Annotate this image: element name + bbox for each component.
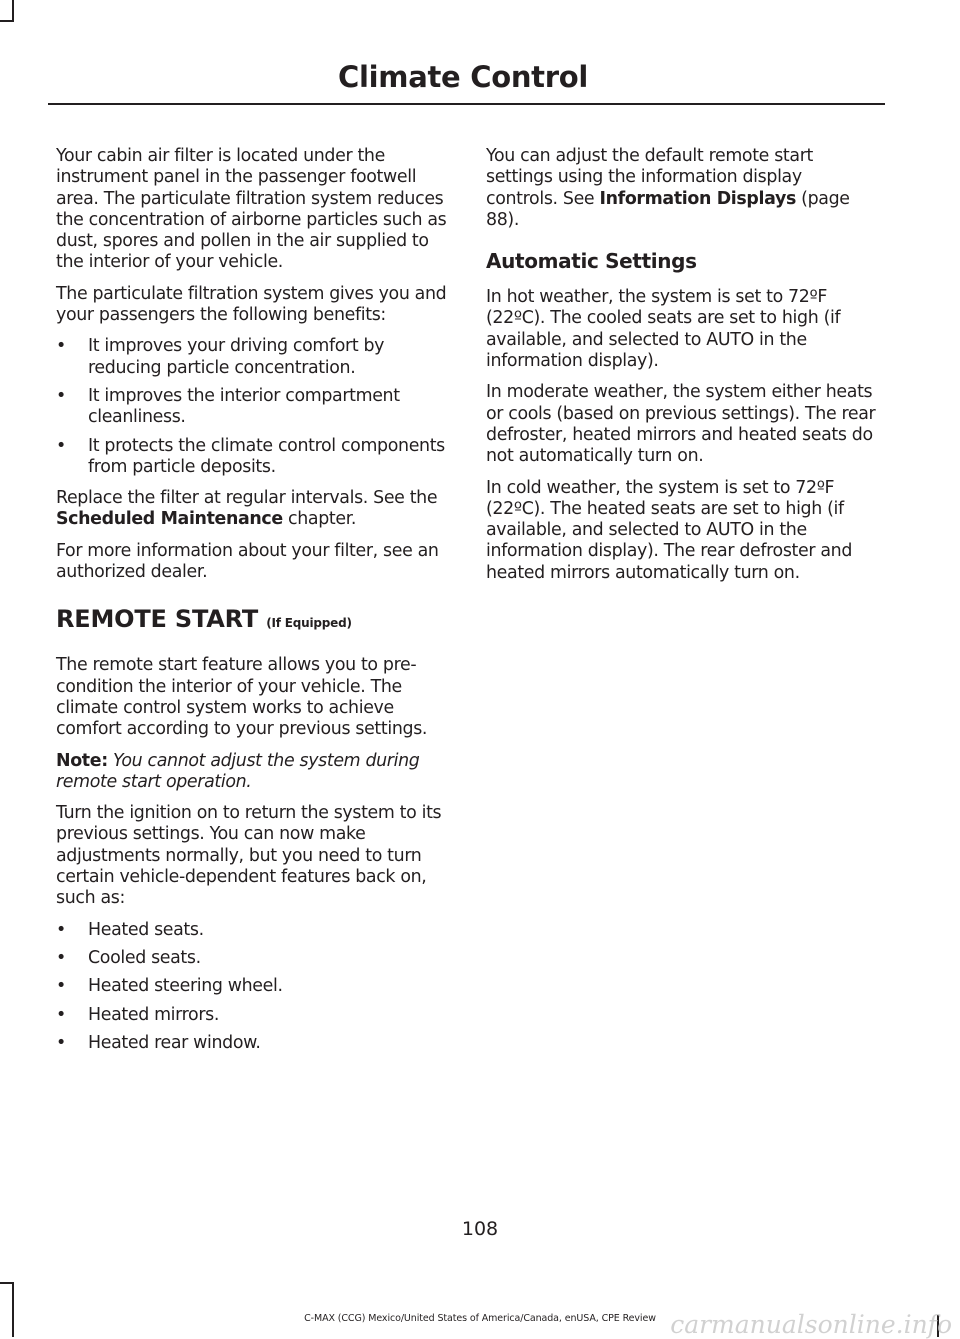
list-item <box>56 436 448 479</box>
left-column <box>56 146 448 1064</box>
list-item-text: It improves your driving comfort by reducing particle concentration. <box>88 336 385 378</box>
cross-reference-link[interactable]: Scheduled Maintenance <box>56 509 283 530</box>
bullet-icon: • <box>56 385 66 406</box>
note <box>56 751 448 794</box>
bullet-icon: • <box>56 1004 66 1025</box>
note-text: You cannot adjust the system during remote start operation. <box>56 750 420 792</box>
paragraph: For more information about your filter, see an authorized dealer. <box>56 540 439 583</box>
paragraph: Your cabin air filter is located under the instrument panel in the passenger footwell area. The particulate filtration system reduces the concentration of airborne particles such as dust, spores and pollen in the air supplied to the interior of your vehicle. <box>56 146 447 273</box>
list-item <box>56 948 448 969</box>
list-item <box>56 920 448 941</box>
text: chapter. <box>282 509 357 530</box>
page-number: 108 <box>461 1218 499 1240</box>
benefits-list <box>56 336 448 478</box>
paragraph: The remote start feature allows you to pre-condition the interior of your vehicle. The climate control system works to achieve comfort according to your previous settings. <box>56 655 428 740</box>
paragraph: Turn the ignition on to return the system to its previous settings. You can now make adjustments normally, but you need to turn certain vehicle-dependent features back on, such as: <box>56 803 442 909</box>
crop-mark <box>12 0 14 22</box>
note-label: Note: <box>56 750 108 771</box>
bullet-icon: • <box>56 976 66 997</box>
crop-mark <box>12 1282 14 1337</box>
if-equipped-label: (If Equipped) <box>266 616 352 631</box>
list-item <box>56 386 448 429</box>
list-item <box>56 336 448 379</box>
bullet-icon: • <box>56 1032 66 1053</box>
section-title: REMOTE START <box>56 605 259 634</box>
header-divider <box>48 103 885 105</box>
list-item-text: It protects the climate control components from particle deposits. <box>88 435 445 477</box>
paragraph <box>486 146 878 231</box>
list-item-text: Cooled seats. <box>88 947 201 968</box>
list-item-text: Heated rear window. <box>88 1032 261 1053</box>
cross-reference-link[interactable]: Information Displays <box>599 188 796 209</box>
crop-mark <box>0 1282 14 1284</box>
bullet-icon: • <box>56 919 66 940</box>
footer-text: C-MAX (CCG) Mexico/United States of America/Canada, enUSA, CPE Review <box>304 1313 656 1324</box>
text: You can adjust the default remote start settings using the information display controls. See <box>486 146 813 209</box>
paragraph: In cold weather, the system is set to 72ºF (22ºC). The heated seats are set to high (if available, and selected to AUTO in the information display). The rear defroster and heated mirrors automatically turn on. <box>486 477 853 583</box>
bullet-icon: • <box>56 435 66 456</box>
page-title: Climate Control <box>338 60 588 94</box>
text: Replace the filter at regular intervals. See the <box>56 488 438 509</box>
list-item-text: Heated steering wheel. <box>88 976 283 997</box>
paragraph: In hot weather, the system is set to 72ºF (22ºC). The cooled seats are set to high (if available, and selected to AUTO in the information display). <box>486 287 841 372</box>
list-item-text: Heated seats. <box>88 919 204 940</box>
bullet-icon: • <box>56 336 66 357</box>
list-item-text: Heated mirrors. <box>88 1004 220 1025</box>
list-item <box>56 976 448 997</box>
list-item <box>56 1005 448 1026</box>
features-list <box>56 920 448 1054</box>
watermark: carmanualsonline.info <box>670 1310 952 1339</box>
subsection-heading: Automatic Settings <box>486 249 697 274</box>
list-item <box>56 1033 448 1054</box>
text: (page 88). <box>486 188 850 230</box>
paragraph: In moderate weather, the system either heats or cools (based on previous settings). The rear defroster, heated mirrors and heated seats do not automatically turn on. <box>486 382 876 467</box>
right-column <box>486 146 878 594</box>
paragraph <box>56 488 448 531</box>
bullet-icon: • <box>56 947 66 968</box>
list-item-text: It improves the interior compartment cleanliness. <box>88 385 400 428</box>
section-heading <box>56 605 448 637</box>
crop-mark <box>0 20 14 22</box>
paragraph: The particulate filtration system gives you and your passengers the following benefits: <box>56 283 447 326</box>
